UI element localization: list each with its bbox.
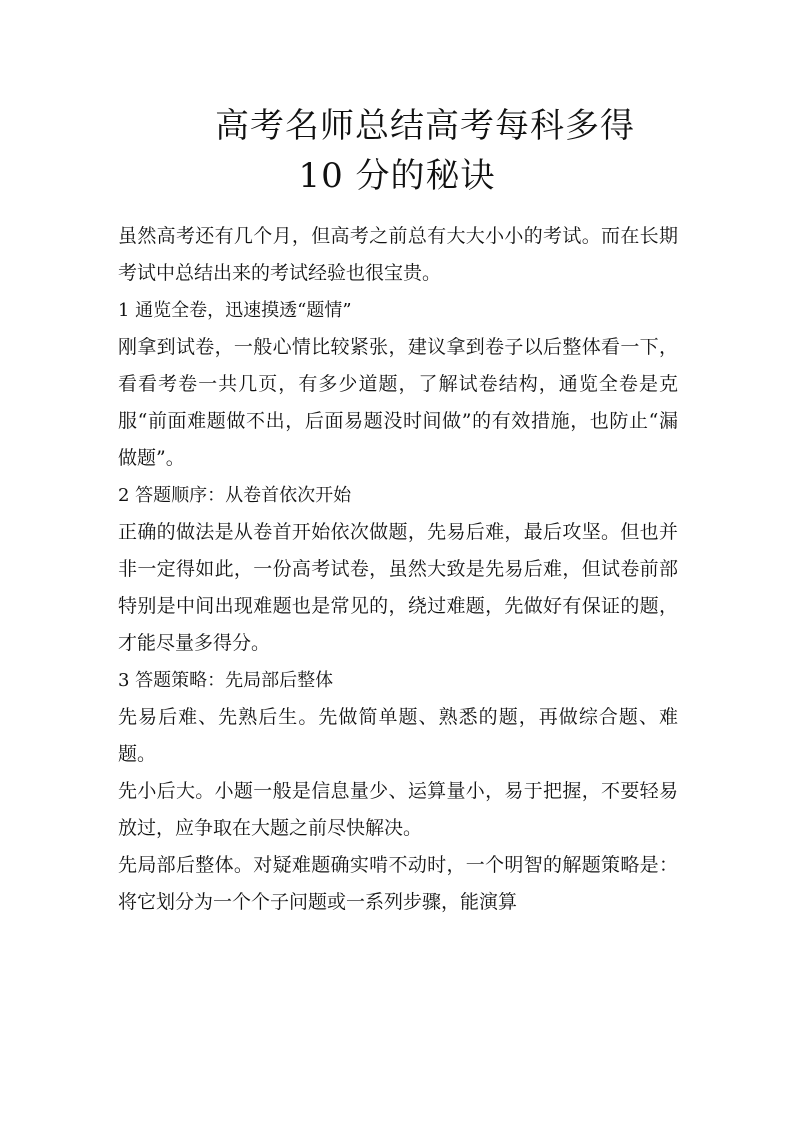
section-heading-2: 2 答题顺序：从卷首依次开始	[118, 485, 352, 506]
section-3-paragraph-3: 先局部后整体。对疑难题确实啃不动时，一个明智的解题策略是：将它划分为一个个子问题或一系列步骤，能演算	[118, 854, 678, 913]
section-3-paragraph-1: 先易后难、先熟后生。先做简单题、熟悉的题，再做综合题、难题。	[118, 706, 678, 765]
section-3-paragraph-2: 先小后大。小题一般是信息量少、运算量小，易于把握，不要轻易放过，应争取在大题之前尽快解决。	[118, 780, 678, 839]
section-1-paragraph: 刚拿到试卷，一般心情比较紧张，建议拿到卷子以后整体看一下，看看考卷一共几页，有多少道题，了解试卷结构，通览全卷是克服“前面难题做不出，后面易题没时间做”的有效措施，也防止“漏做题”。	[118, 336, 678, 469]
document-title-line-2: 10 分的秘诀	[298, 156, 496, 196]
section-heading-1: 1 通览全卷，迅速摸透“题情”	[118, 300, 352, 321]
document-title-line-1: 高考名师总结高考每科多得	[215, 106, 635, 146]
section-heading-3: 3 答题策略：先局部后整体	[118, 670, 334, 691]
intro-paragraph: 虽然高考还有几个月，但高考之前总有大大小小的考试。而在长期考试中总结出来的考试经验也很宝贵。	[118, 225, 678, 284]
section-2-paragraph: 正确的做法是从卷首开始依次做题，先易后难，最后攻坚。但也并非一定得如此，一份高考试卷，虽然大致是先易后难，但试卷前部特别是中间出现难题也是常见的，绕过难题，先做好有保证的题，才能尽量多得分。	[118, 521, 678, 654]
document-body	[118, 218, 678, 921]
